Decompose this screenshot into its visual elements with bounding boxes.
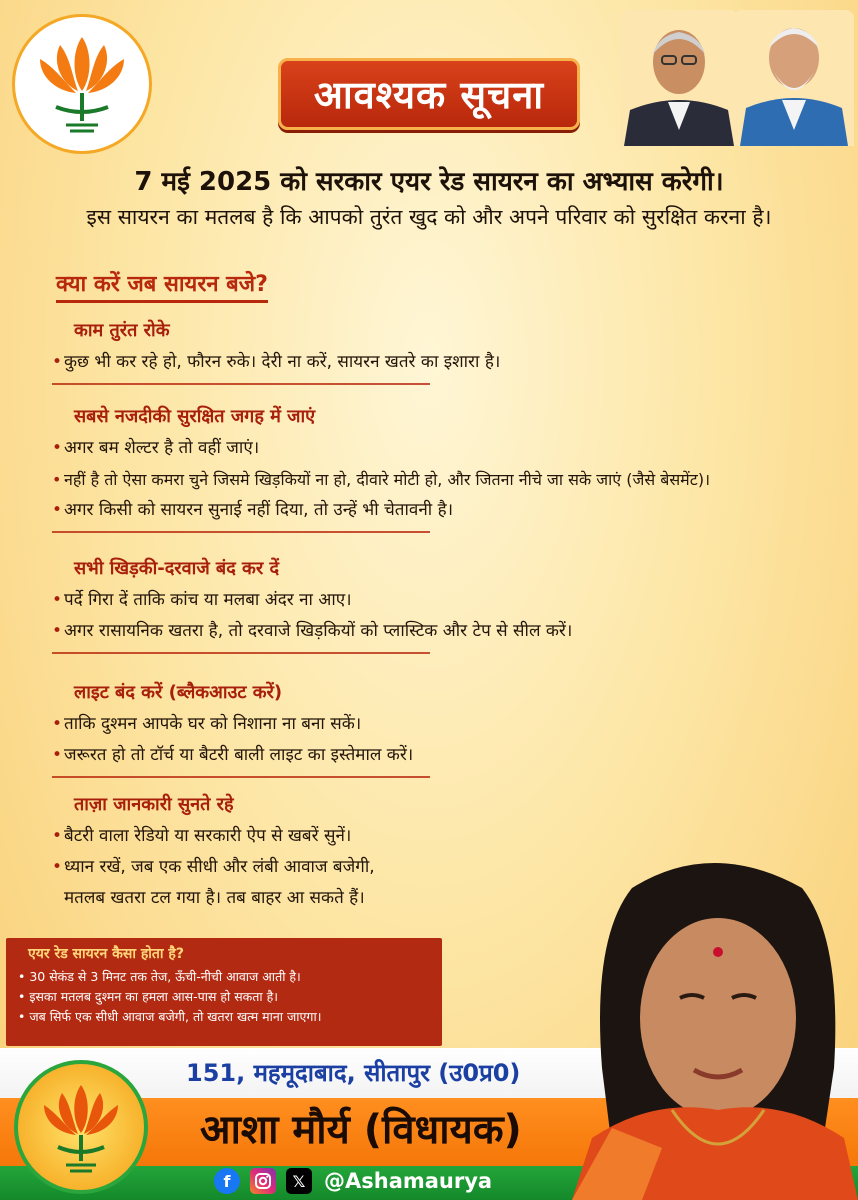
list-item: • पर्दे गिरा दें ताकि कांच या मलबा अंदर ना आए। bbox=[52, 588, 832, 613]
banner-title: आवश्यक सूचना bbox=[313, 73, 545, 117]
section-title: सबसे नजदीकी सुरक्षित जगह में जाएं bbox=[74, 406, 316, 427]
lotus-logo bbox=[12, 14, 152, 154]
divider bbox=[52, 776, 430, 778]
mla-name: आशा मौर्य (विधायक) bbox=[200, 1107, 522, 1153]
x-twitter-icon[interactable]: 𝕏 bbox=[286, 1168, 312, 1194]
social-row bbox=[214, 1168, 492, 1194]
section-close-doors bbox=[52, 556, 832, 654]
divider bbox=[52, 383, 430, 385]
section-safe-place bbox=[52, 404, 832, 533]
notice-banner bbox=[278, 58, 580, 130]
leader-photo-right bbox=[734, 10, 854, 146]
info-box-item: • 30 सेकंड से 3 मिनट तक तेज, ऊँची-नीची आवाज आती है। bbox=[18, 969, 301, 984]
mla-portrait bbox=[572, 848, 858, 1200]
list-item: • अगर किसी को सायरन सुनाई नहीं दिया, तो उन्हें भी चेतावनी है। bbox=[52, 498, 832, 523]
list-item: • अगर बम शेल्टर है तो वहीं जाएं। bbox=[52, 436, 832, 461]
list-item-continuation: मतलब खतरा टल गया है। तब बाहर आ सकते हैं। bbox=[64, 888, 365, 908]
section-title: सभी खिड़की-दरवाजे बंद कर दें bbox=[74, 558, 280, 579]
list-item: • नहीं है तो ऐसा कमरा चुने जिसमे खिड़कियों ना हो, दीवारे मोटी हो, और जितना नीचे जा सके जाएं (जैसे बेसमेंट)। bbox=[52, 467, 832, 492]
divider bbox=[52, 531, 430, 533]
headline: 7 मई 2025 को सरकार एयर रेड सायरन का अभ्यास करेगी। bbox=[134, 167, 724, 197]
section-title: लाइट बंद करें (ब्लैकआउट करें) bbox=[74, 682, 283, 703]
lotus-icon bbox=[36, 1079, 126, 1175]
list-item: • बैटरी वाला रेडियो या सरकारी ऐप से खबरें सुनें। bbox=[52, 824, 832, 849]
constituency-location: 151, महमूदाबाद, सीतापुर (उ0प्र0) bbox=[186, 1059, 521, 1087]
info-box-item: • इसका मतलब दुश्मन का हमला आस-पास हो सकता है। bbox=[18, 989, 278, 1004]
social-handle[interactable]: @Ashamaurya bbox=[324, 1169, 493, 1193]
leader-photo-left bbox=[620, 10, 738, 146]
list-item: • ध्यान रखें, जब एक सीधी और लंबी आवाज बजेगी, bbox=[52, 855, 832, 880]
section-blackout bbox=[52, 680, 832, 778]
subheadline: इस सायरन का मतलब है कि आपको तुरंत खुद को और अपने परिवार को सुरक्षित करना है। bbox=[86, 205, 772, 229]
divider bbox=[52, 652, 430, 654]
footer-lotus-logo bbox=[14, 1060, 148, 1194]
section-title: काम तुरंत रोके bbox=[74, 320, 170, 341]
list-item: • कुछ भी कर रहे हो, फौरन रुके। देरी ना करें, सायरन खतरे का इशारा है। bbox=[52, 350, 832, 375]
instagram-icon[interactable] bbox=[250, 1168, 276, 1194]
list-item: • जरूरत हो तो टॉर्च या बैटरी बाली लाइट का इस्तेमाल करें। bbox=[52, 743, 832, 768]
info-box-item: • जब सिर्फ एक सीधी आवाज बजेगी, तो खतरा खत्म माना जाएगा। bbox=[18, 1009, 322, 1024]
section-title: ताज़ा जानकारी सुनते रहे bbox=[74, 794, 234, 815]
list-item: • अगर रासायनिक खतरा है, तो दरवाजे खिड़कियों को प्लास्टिक और टेप से सील करें। bbox=[52, 619, 832, 644]
facebook-icon[interactable]: f bbox=[214, 1168, 240, 1194]
list-item: • ताकि दुश्मन आपके घर को निशाना ना बना सकें। bbox=[52, 712, 832, 737]
section-stop-work bbox=[52, 318, 832, 385]
info-box-title: एयर रेड सायरन कैसा होता है? bbox=[28, 946, 184, 962]
siren-info-box bbox=[6, 938, 442, 1046]
question-heading: क्या करें जब सायरन बजे? bbox=[56, 268, 268, 303]
lotus-icon bbox=[32, 29, 132, 139]
